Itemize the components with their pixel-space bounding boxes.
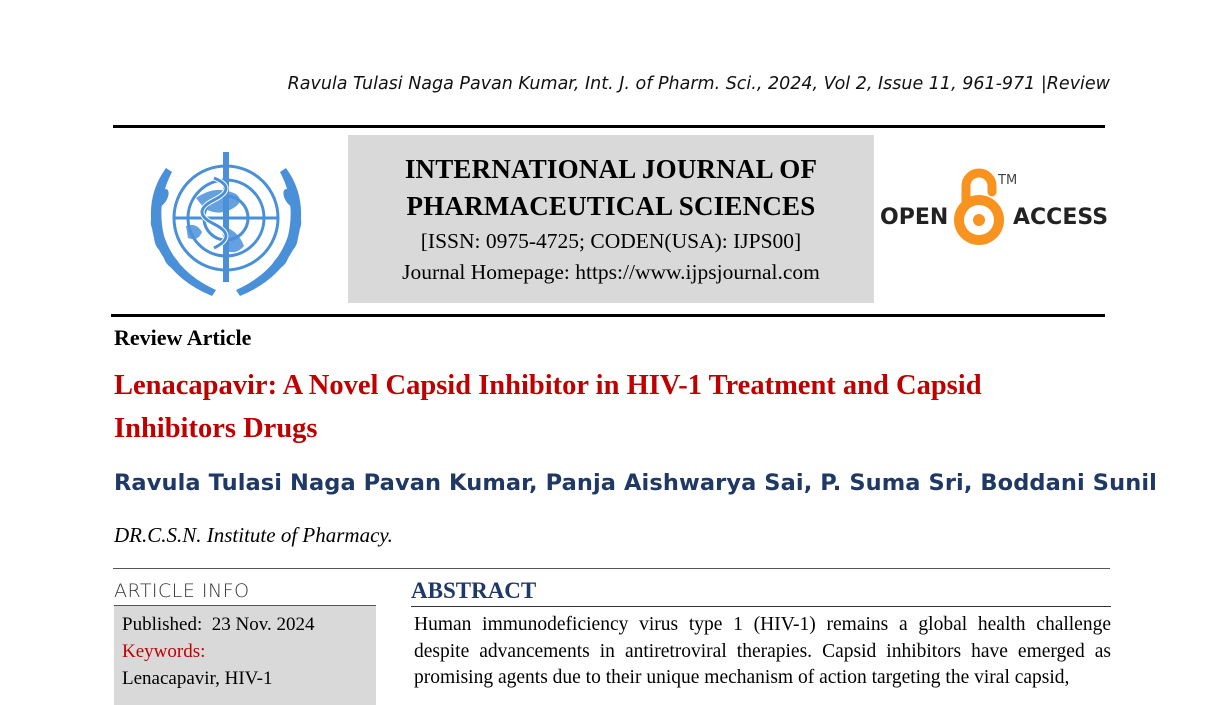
keywords-value: Lenacapavir, HIV-1	[122, 668, 273, 689]
abstract-rule	[411, 606, 1111, 607]
who-emblem-icon	[126, 138, 326, 306]
section-divider	[113, 568, 1110, 569]
article-title-line1: Lenacapavir: A Novel Capsid Inhibitor in HIV-1 Treatment and Capsid	[114, 370, 982, 401]
article-title-line2: Inhibitors Drugs	[114, 413, 318, 444]
open-access-logo-icon	[878, 160, 1108, 260]
journal-masthead	[348, 135, 874, 303]
article-type: Review Article	[114, 325, 252, 350]
abstract-text: Human immunodeficiency virus type 1 (HIV-1) remains a global health challenge despite advancements in antiretroviral therapies. Capsid inhibitors have emerged as promising agents due to their unique mechanism of action targeting the viral capsid,	[414, 614, 1111, 688]
journal-name-line2: PHARMACEUTICAL SCIENCES	[406, 191, 816, 221]
journal-name-line1: INTERNATIONAL JOURNAL OF	[404, 154, 818, 184]
author-list: Ravula Tulasi Naga Pavan Kumar, Panja Aishwarya Sai, P. Suma Sri, Boddani Sunil	[114, 470, 1157, 496]
abstract-heading: ABSTRACT	[411, 578, 537, 603]
affiliation: DR.C.S.N. Institute of Pharmacy.	[114, 523, 393, 547]
open-access-label-left: OPEN	[880, 205, 949, 230]
published-date: 23 Nov. 2024	[211, 614, 315, 635]
article-info-heading: ARTICLE INFO	[114, 580, 250, 602]
article-title	[114, 364, 1114, 450]
published-row	[122, 611, 368, 638]
journal-homepage-link[interactable]: Journal Homepage: https://www.ijpsjournal.com	[402, 260, 820, 284]
trademark-mark: TM	[998, 173, 1018, 188]
published-label: Published:	[122, 614, 203, 635]
open-access-label-right: ACCESS	[1013, 205, 1108, 230]
header-rule-top	[113, 125, 1105, 128]
running-head: Ravula Tulasi Naga Pavan Kumar, Int. J. of Pharm. Sci., 2024, Vol 2, Issue 11, 961-971 |Review	[287, 74, 1110, 94]
article-info-panel	[114, 605, 376, 705]
keywords-label: Keywords:	[122, 641, 206, 662]
journal-issn: [ISSN: 0975-4725; CODEN(USA): IJPS00]	[420, 229, 802, 253]
header-rule-bottom	[111, 314, 1105, 317]
